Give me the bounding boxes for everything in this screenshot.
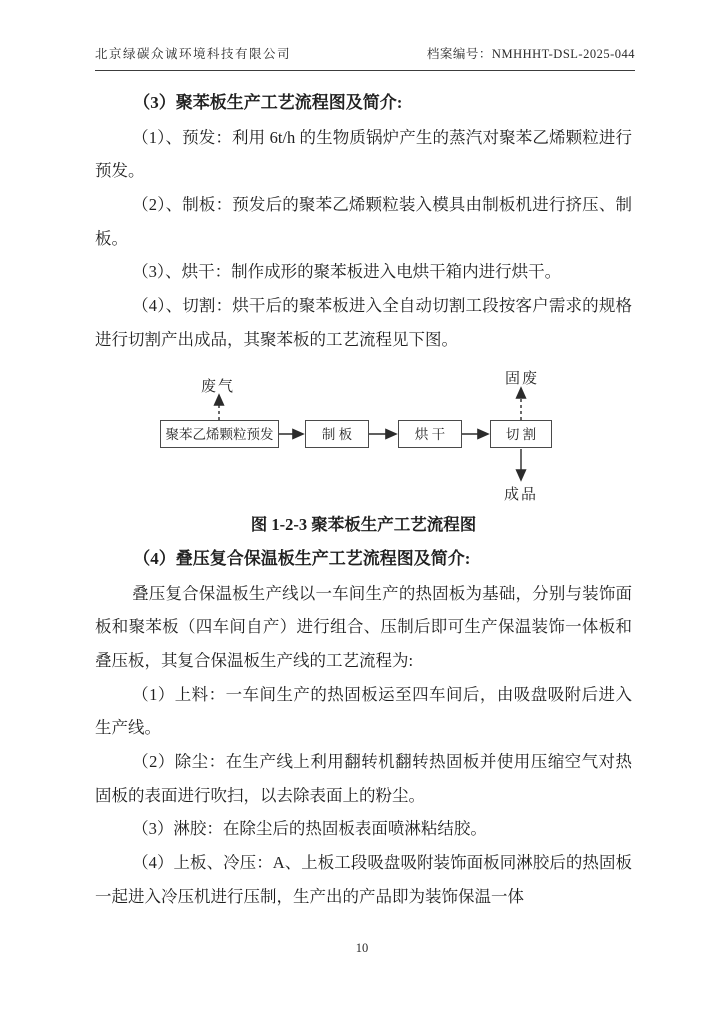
- waste-gas-label: 废气: [201, 379, 236, 396]
- section4-item-2: （2）除尘：在生产线上利用翻转机翻转热固板并使用压缩空气对热固板的表面进行吹扫，以去除表面上的粉尘。: [95, 751, 632, 805]
- solid-waste-label: 固废: [505, 371, 540, 388]
- section4-item-3: （3）淋胶：在除尘后的热固板表面喷淋粘结胶。: [132, 819, 487, 839]
- section4-item-1: （1）上料：一车间生产的热固板运至四车间后，由吸盘吸附后进入生产线。: [95, 684, 632, 738]
- header-company-name: 北京绿碳众诚环境科技有限公司: [95, 47, 292, 61]
- section4-heading: （4）叠压复合保温板生产工艺流程图及简介:: [133, 548, 471, 568]
- document-body: [95, 86, 632, 913]
- page-header: [95, 44, 635, 71]
- doc-number-label: 档案编号：: [426, 47, 492, 61]
- section3-item-2: （2）、制板：预发后的聚苯乙烯颗粒装入模具由制板机进行挤压、制板。: [95, 194, 632, 248]
- section3-item-3: （3）、烘干：制作成形的聚苯板进入电烘干箱内进行烘干。: [132, 262, 562, 282]
- section3-heading: （3）聚苯板生产工艺流程图及简介:: [133, 93, 403, 112]
- page-number: 10: [355, 941, 369, 955]
- figure-caption: 图 1-2-3 聚苯板生产工艺流程图: [250, 515, 477, 535]
- flow-box-board-making: 制 板: [305, 420, 369, 448]
- header-doc-number: [427, 44, 635, 62]
- finished-product-label: 成品: [504, 487, 539, 504]
- section4-intro: 叠压复合保温板生产线以一车间生产的热固板为基础，分别与装饰面板和聚苯板（四车间自产）进行组合、压制后即可生产保温装饰一体板和叠压板，其复合保温板生产线的工艺流程为:: [95, 583, 632, 670]
- section3-item-1: （1）、预发：利用 6t/h 的生物质锅炉产生的蒸汽对聚苯乙烯颗粒进行预发。: [95, 127, 632, 181]
- section4-item-4: （4）上板、冷压：A、上板工段吸盘吸附装饰面板同淋胶后的热固板一起进入冷压机进行压制，生产出的产品即为装饰保温一体: [95, 852, 632, 906]
- flow-box-drying: 烘 干: [398, 420, 462, 448]
- section3-item-4: （4）、切割：烘干后的聚苯板进入全自动切割工段按客户需求的规格进行切割产出成品，其聚苯板的工艺流程见下图。: [95, 295, 632, 349]
- flow-box-pre-expansion: 聚苯乙烯颗粒预发: [160, 420, 279, 448]
- process-flow-diagram: [95, 362, 632, 504]
- doc-number-value: NMHHHT-DSL-2025-044: [491, 47, 635, 61]
- flow-box-cutting: 切 割: [490, 420, 552, 448]
